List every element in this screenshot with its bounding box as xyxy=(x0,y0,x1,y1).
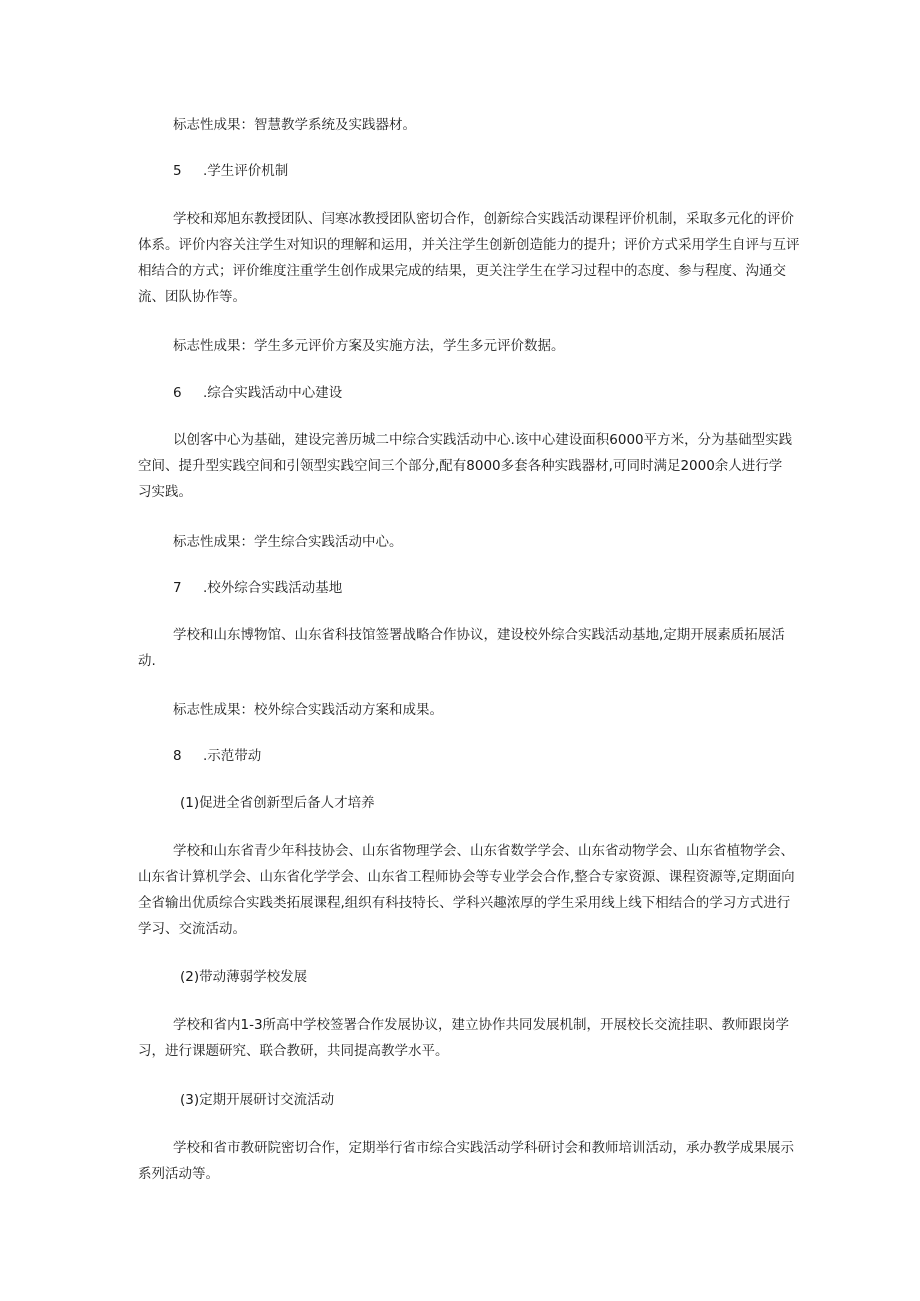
section-heading-7 xyxy=(173,575,342,601)
subsection-heading-2: (2)带动薄弱学校发展 xyxy=(180,969,308,985)
section-title: .示范带动 xyxy=(203,748,262,764)
paragraph-outcome: 标志性成果：智慧教学系统及实践器材。 xyxy=(173,117,416,133)
body-paragraph: 学校和省市教研院密切合作，定期举行省市综合实践活动学科研讨会和教师培训活动，承办教学成果展示 系列活动等。 xyxy=(138,1140,794,1182)
section-number: 6 xyxy=(173,385,182,401)
body-paragraph: 学校和郑旭东教授团队、闫寒冰教授团队密切合作，创新综合实践活动课程评价机制，采取多元化的评价 体系。评价内容关注学生对知识的理解和运用，并关注学生创新创造能力的提升；评价方式采用学生自评与互评 相结合的方式；评价维度注重学生创作成果完成的结果，更关注学生在学习过程中的态度、参与程度、沟通交 流、团队协作等。 xyxy=(138,211,800,305)
section-title: .校外综合实践活动基地 xyxy=(203,580,343,596)
section-title: .学生评价机制 xyxy=(203,163,289,179)
paragraph-outcome: 标志性成果：学生综合实践活动中心。 xyxy=(173,534,403,550)
subsection-heading-1: (1)促进全省创新型后备人才培养 xyxy=(180,795,375,811)
section-heading-6 xyxy=(173,380,342,406)
section-number: 8 xyxy=(173,748,182,764)
body-paragraph: 以创客中心为基础，建设完善历城二中综合实践活动中心.该中心建设面积6000平方米，分为基础型实践 空间、提升型实践空间和引领型实践空间三个部分,配有8000多套各种实践器材,可同时满足2000余人进行学 习实践。 xyxy=(138,432,793,500)
body-paragraph: 学校和省内1-3所高中学校签署合作发展协议，建立协作共同发展机制，开展校长交流挂职、教师跟岗学 习，进行课题研究、联合教研，共同提高教学水平。 xyxy=(138,1017,790,1059)
body-paragraph: 学校和山东博物馆、山东省科技馆签署战略合作协议，建设校外综合实践活动基地,定期开展素质拓展活 动. xyxy=(138,627,785,669)
body-paragraph: 学校和山东省青少年科技协会、山东省物理学会、山东省数学学会、山东省动物学会、山东省植物学会、 山东省计算机学会、山东省化学学会、山东省工程师协会等专业学会合作,整合专家资源、课程资源等,定期面向 全省输出优质综合实践类拓展课程,组织有科技特长、学科兴趣浓厚的学生采用线上线下相结合的学习方式进行 学习、交流活动。 xyxy=(138,843,795,937)
paragraph-outcome: 标志性成果：校外综合实践活动方案和成果。 xyxy=(173,702,443,718)
section-title: .综合实践活动中心建设 xyxy=(203,385,343,401)
section-heading-8 xyxy=(173,743,261,769)
section-heading-5 xyxy=(173,158,288,184)
subsection-heading-3: (3)定期开展研讨交流活动 xyxy=(180,1092,335,1108)
section-number: 7 xyxy=(173,580,182,596)
paragraph-outcome: 标志性成果：学生多元评价方案及实施方法，学生多元评价数据。 xyxy=(173,338,565,354)
section-number: 5 xyxy=(173,163,182,179)
